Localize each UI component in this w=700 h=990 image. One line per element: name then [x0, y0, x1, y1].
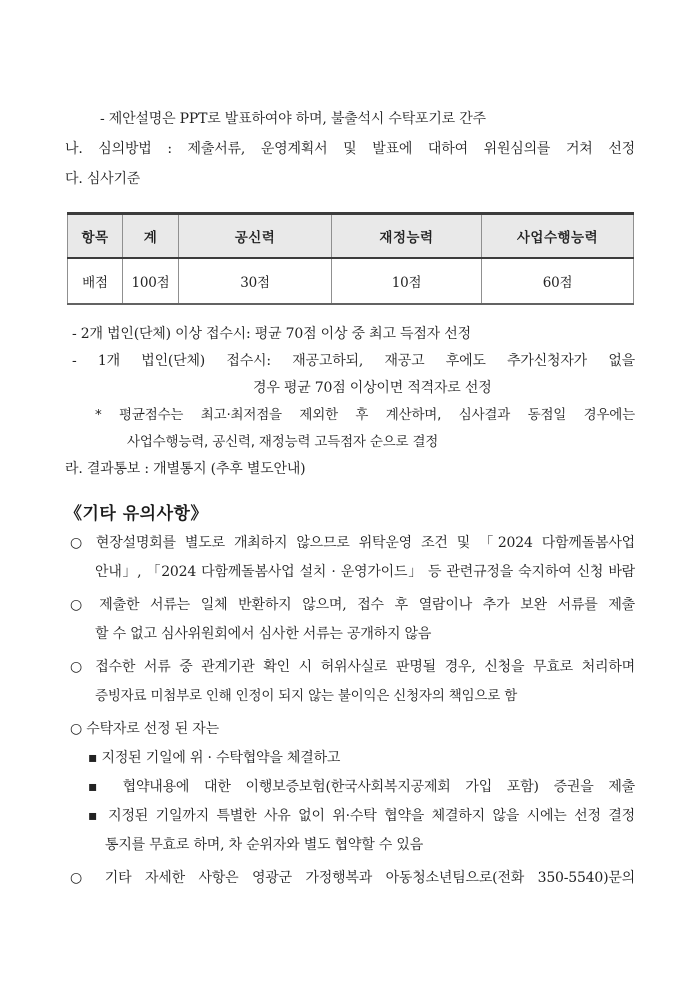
table-header-row — [68, 214, 634, 259]
pre-table-text — [65, 104, 635, 194]
notes-section-title: 《기타 유의사항》 — [65, 504, 208, 524]
text-line: * 평균점수는 최고·최저점을 제외한 후 계산하며, 심사결과 동점일 경우에는 — [95, 407, 635, 423]
post-table-text — [65, 321, 635, 483]
text-line: 라. 결과통보 : 개별통지 (추후 별도안내) — [65, 461, 306, 477]
text-line: 안내」, 「2024 다함께돌봄사업 설치 · 운영가이드」 등 관련규정을 숙지하여 신청 바람 — [95, 564, 635, 580]
text-line: ○ 기타 자세한 사항은 영광군 가정행복과 아동청소년팀으로(전화 350-5540)문의 — [70, 870, 635, 886]
table-cell: 30점 — [179, 258, 332, 304]
text-line: ○ 현장설명회를 별도로 개최하지 않으므로 위탁운영 조건 및 「2024 다함께돌봄사업 — [70, 535, 635, 551]
text-line: ○ 수탁자로 선정 된 자는 — [70, 721, 219, 737]
table-header-cell: 항목 — [68, 214, 123, 259]
table-header-cell: 계 — [123, 214, 179, 259]
text-line: ○ 제출한 서류는 일체 반환하지 않으며, 접수 후 열람이나 추가 보완 서류를 제출 — [70, 597, 635, 613]
table-cell: 배점 — [68, 258, 123, 304]
text-line: ▪ 지정된 기일까지 특별한 사유 없이 위·수탁 협약을 체결하지 않을 시에는 선정 결정 — [88, 808, 635, 824]
text-line: ▪ 협약내용에 대한 이행보증보험(한국사회복지공제회 가입 포함) 증권을 제출 — [88, 779, 635, 795]
text-line: 경우 평균 70점 이상이면 적격자로 선정 — [253, 380, 492, 396]
criteria-table — [67, 212, 634, 305]
text-line: 나. 심의방법 : 제출서류, 운영계획서 및 발표에 대하여 위원심의를 거쳐 선정 — [65, 141, 635, 157]
table-header-cell: 공신력 — [179, 214, 332, 259]
document-body — [65, 104, 635, 893]
table-header-cell: 사업수행능력 — [482, 214, 634, 259]
text-line: - 2개 법인(단체) 이상 접수시: 평균 70점 이상 중 최고 득점자 선정 — [72, 326, 471, 342]
criteria-table-body — [68, 258, 634, 304]
text-line: ▪ 지정된 기일에 위 · 수탁협약을 체결하고 — [88, 750, 341, 766]
table-cell: 60점 — [482, 258, 634, 304]
text-line: 증빙자료 미첨부로 인해 인정이 되지 않는 불이익은 신청자의 책임으로 함 — [95, 688, 518, 704]
text-line: - 1개 법인(단체) 접수시: 재공고하되, 재공고 후에도 추가신청자가 없을 — [72, 353, 635, 369]
table-row — [68, 258, 634, 304]
table-cell: 100점 — [123, 258, 179, 304]
text-line: 다. 심사기준 — [65, 171, 141, 187]
text-line: 할 수 없고 심사위원회에서 심사한 서류는 공개하지 않음 — [95, 626, 432, 642]
table-header-cell: 재정능력 — [332, 214, 482, 259]
notes-section-text — [65, 529, 635, 893]
text-line: 통지를 무효로 하며, 차 순위자와 별도 협약할 수 있음 — [105, 837, 424, 853]
text-line: 사업수행능력, 공신력, 재정능력 고득점자 순으로 결정 — [127, 434, 439, 450]
text-line: ○ 접수한 서류 중 관계기관 확인 시 허위사실로 판명될 경우, 신청을 무효로 처리하며 — [70, 659, 635, 675]
text-line: - 제안설명은 PPT로 발표하여야 하며, 불출석시 수탁포기로 간주 — [100, 111, 486, 127]
criteria-table-header — [68, 214, 634, 259]
table-cell: 10점 — [332, 258, 482, 304]
